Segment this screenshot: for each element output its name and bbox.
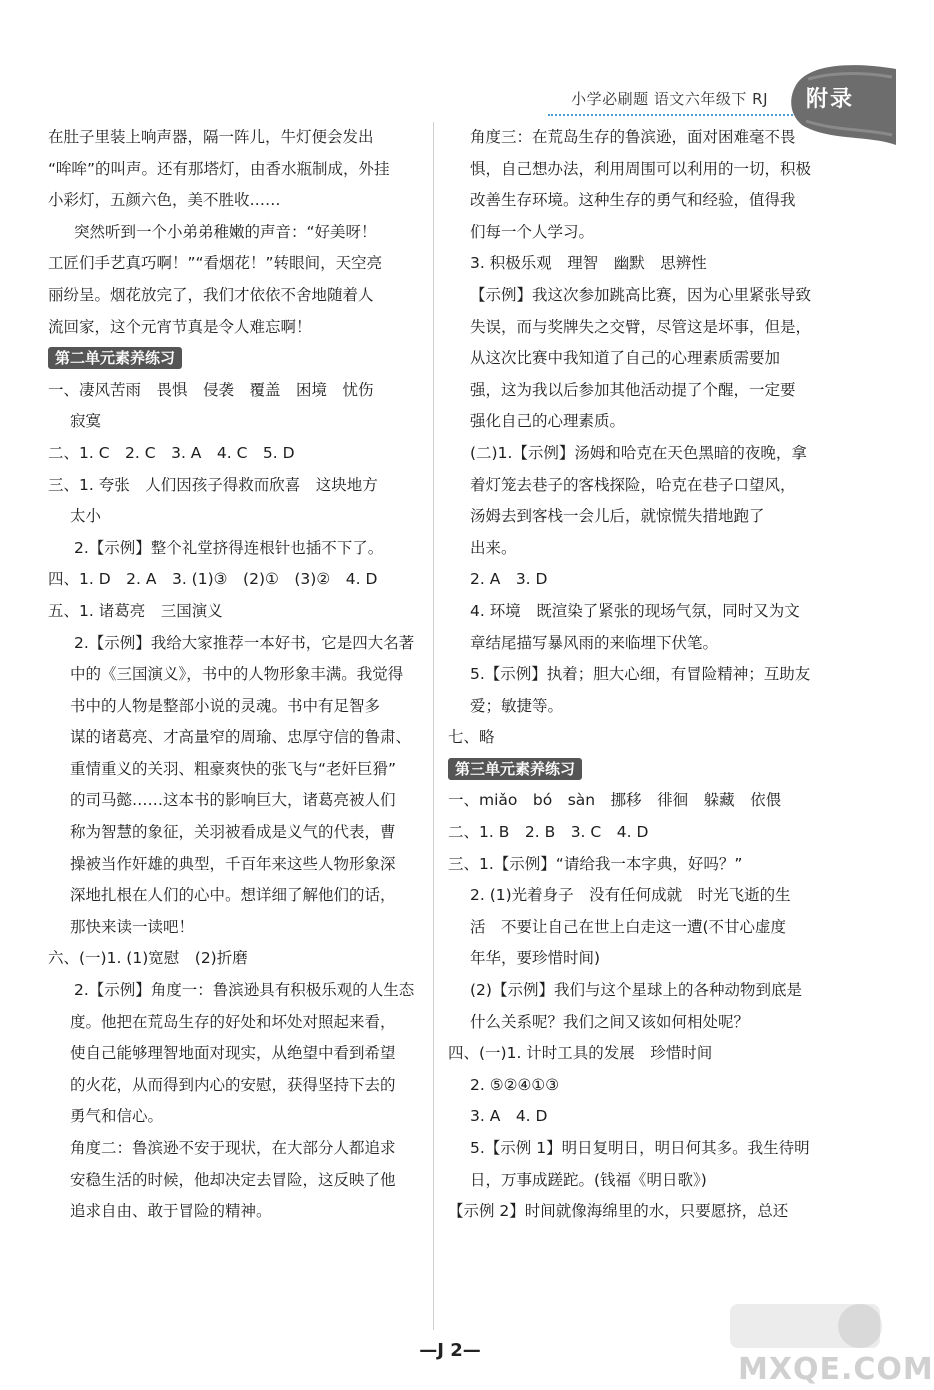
answer-line: 使自己能够理智地面对现实，从绝望中看到希望 (70, 1044, 396, 1063)
answer-line: 汤姆去到客栈一会儿后，就惊慌失措地跑了 (470, 507, 765, 526)
answer-line: 2.【示例】我给大家推荐一本好书，它是四大名著 (74, 633, 415, 652)
answer-line: 重情重义的关羽、粗豪爽快的张飞与“老奸巨猾” (70, 759, 397, 778)
answer-line: 2. (1)光着身子 没有任何成就 时光飞逝的生 (470, 886, 791, 905)
answer-line: 章结尾描写暴风雨的来临埋下伏笔。 (470, 633, 719, 652)
answer-line: 的火花，从而得到内心的安慰，获得坚持下去的 (70, 1075, 396, 1094)
answer-line: 三、1. 夸张 人们因孩子得救而欣喜 这块地方 (48, 475, 378, 494)
answer-line: 5.【示例 1】明日复明日，明日何其多。我生待明 (470, 1139, 810, 1157)
answer-line: 寂寞 (70, 412, 102, 431)
answer-line: 强化自己的心理素质。 (470, 412, 626, 431)
answer-line: 2.【示例】角度一：鲁滨逊具有积极乐观的人生态 (74, 981, 415, 1000)
answer-line: 爱；敏捷等。 (470, 696, 564, 715)
right-column (448, 122, 826, 1228)
left-column (48, 122, 426, 1228)
answer-line: 七、略 (448, 728, 495, 747)
answer-line: 工匠们手艺真巧啊！”“看烟花！”转眼间，天空亮 (48, 254, 383, 273)
section-heading (448, 754, 826, 786)
answer-line: 四、(一)1. 计时工具的发展 珍惜时间 (448, 1044, 713, 1063)
section-heading-label: 第二单元素养练习 (48, 347, 182, 369)
answer-line: 4. 环境 既渲染了紧张的现场气氛，同时又为文 (470, 601, 800, 620)
answer-line: 活 不要让自己在世上白走这一遭(不甘心虚度 (470, 917, 787, 936)
answer-line: 中的《三国演义》，书中的人物形象丰满。我觉得 (70, 665, 404, 684)
section-heading-label: 第三单元素养练习 (448, 758, 582, 780)
answer-line: (二)1.【示例】汤姆和哈克在天色黑暗的夜晚，拿 (470, 443, 807, 462)
answer-line: 丽纷呈。烟花放完了，我们才依依不舍地随着人 (48, 285, 374, 304)
answer-line: 3. A 4. D (470, 1107, 548, 1126)
answer-line: 3. 积极乐观 理智 幽默 思辨性 (470, 254, 707, 273)
answer-line: 2.【示例】整个礼堂挤得连根针也插不下了。 (74, 538, 384, 557)
answer-line: 突然听到一个小弟弟稚嫩的声音：“好美呀！ (74, 222, 377, 241)
watermark-text: MXQE.COM (738, 1352, 934, 1387)
answer-line: 太小 (70, 507, 102, 526)
answer-line: 改善生存环境。这种生存的勇气和经验，值得我 (470, 191, 796, 210)
answer-line: 出来。 (470, 538, 517, 557)
answer-line: 强，这为我以后参加其他活动提了个醒，一定要 (470, 380, 796, 399)
answer-line: 六、(一)1. (1)宽慰 (2)折磨 (48, 949, 248, 968)
answer-line: 惧，自己想办法，利用周围可以利用的一切，积极 (470, 159, 812, 178)
answer-line: 【示例 2】时间就像海绵里的水，只要愿挤，总还 (448, 1202, 789, 1221)
answer-line: 们每一个人学习。 (470, 222, 595, 241)
answer-line: 角度三：在荒岛生存的鲁滨逊，面对困难毫不畏 (470, 128, 796, 146)
answer-line: 5.【示例】执着；胆大心细，有冒险精神；互助友 (470, 665, 811, 684)
answer-line: 年华，要珍惜时间) (470, 949, 601, 968)
answer-line: 失误，而与奖牌失之交臂，尽管这是坏事，但是， (470, 317, 812, 336)
header-dotted-rule (548, 114, 800, 116)
answer-line: 操被当作奸雄的典型，千百年来这些人物形象深 (70, 854, 396, 873)
section-heading (48, 343, 426, 375)
appendix-tag: 附录 (806, 87, 855, 112)
answer-line: 2. A 3. D (470, 570, 548, 589)
answer-line: 四、1. D 2. A 3. (1)③ (2)① (3)② 4. D (48, 570, 378, 589)
answer-line: (2)【示例】我们与这个星球上的各种动物到底是 (470, 981, 802, 1000)
answer-line: 那快来读一读吧！ (70, 917, 195, 936)
answer-line: 二、1. B 2. B 3. C 4. D (448, 823, 649, 842)
answer-line: 【示例】我这次参加跳高比赛，因为心里紧张导致 (470, 285, 812, 304)
answer-line: 日，万事成蹉跎。(钱福《明日歌》) (470, 1170, 707, 1189)
column-divider (433, 122, 434, 1330)
answer-line: 着灯笼去巷子的客栈探险，哈克在巷子口望风， (470, 475, 796, 494)
answer-line: 勇气和信心。 (70, 1107, 164, 1126)
answer-line: 书中的人物是整部小说的灵魂。书中有足智多 (70, 696, 381, 715)
answer-line: 五、1. 诸葛亮 三国演义 (48, 601, 223, 620)
book-title: 小学必刷题 语文六年级下 RJ (571, 90, 768, 108)
answer-line: 在肚子里装上响声器，隔一阵儿，牛灯便会发出 (48, 128, 374, 146)
page-number: —J 2— (419, 1340, 481, 1361)
answer-line: 三、1.【示例】“请给我一本字典，好吗？” (448, 854, 743, 873)
answer-line: 一、凄风苦雨 畏惧 侵袭 覆盖 困境 忧伤 (48, 380, 374, 399)
answer-line: 一、miǎo bó sàn 挪移 徘徊 躲藏 依偎 (448, 791, 782, 810)
answer-line: 追求自由、敢于冒险的精神。 (70, 1202, 272, 1221)
answer-line: 度。他把在荒岛生存的好处和坏处对照起来看， (70, 1012, 396, 1031)
answer-line: 小彩灯，五颜六色，美不胜收…… (48, 191, 281, 210)
answer-line: 2. ⑤②④①③ (470, 1075, 560, 1094)
answer-line: 称为智慧的象征，关羽被看成是义气的代表，曹 (70, 823, 396, 842)
answer-line: 的司马懿……这本书的影响巨大，诸葛亮被人们 (70, 791, 396, 810)
answer-line: “哞哞”的叫声。还有那塔灯，由香水瓶制成，外挂 (48, 159, 390, 178)
answer-line: 什么关系呢？我们之间又该如何相处呢？ (470, 1012, 750, 1031)
answer-line: 流回家，这个元宵节真是令人难忘啊！ (48, 317, 312, 336)
page-header (0, 0, 900, 125)
answer-line: 深地扎根在人们的心中。想详细了解他们的话， (70, 886, 396, 905)
answer-line: 从这次比赛中我知道了自己的心理素质需要加 (470, 349, 781, 368)
answer-line: 二、1. C 2. C 3. A 4. C 5. D (48, 443, 295, 462)
answer-line: 谋的诸葛亮、才高量窄的周瑜、忠厚守信的鲁肃、 (70, 728, 412, 747)
answer-line: 安稳生活的时候，他却决定去冒险，这反映了他 (70, 1170, 396, 1189)
answer-line: 角度二：鲁滨逊不安于现状，在大部分人都追求 (70, 1139, 396, 1157)
